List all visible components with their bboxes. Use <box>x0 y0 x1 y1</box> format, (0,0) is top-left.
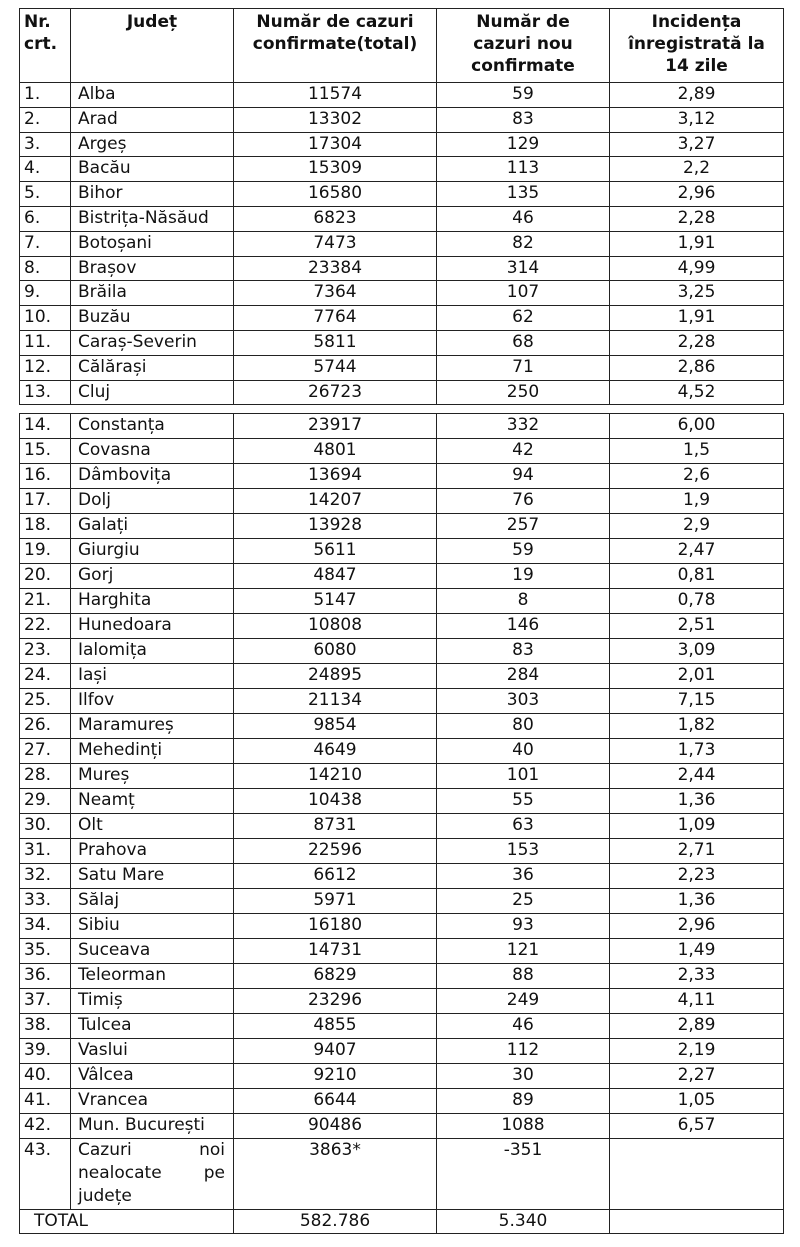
cases-table-part-2 <box>19 413 784 1234</box>
cell-total: 6829 <box>234 964 437 989</box>
cell-judet: Mun. București <box>71 1114 234 1139</box>
header-new-cases: Număr de cazuri nou confirmate <box>437 9 610 83</box>
cell-judet: Arad <box>71 107 234 132</box>
cell-incidence: 0,78 <box>610 589 784 614</box>
cell-incidence: 6,57 <box>610 1114 784 1139</box>
cell-nr: 7. <box>20 231 71 256</box>
table-row <box>20 814 784 839</box>
cell-judet: Dolj <box>71 489 234 514</box>
table-row <box>20 589 784 614</box>
cell-incidence: 1,36 <box>610 889 784 914</box>
cell-total: 11574 <box>234 83 437 108</box>
table-row <box>20 380 784 405</box>
cell-nr: 4. <box>20 157 71 182</box>
cell-nr: 34. <box>20 914 71 939</box>
cell-incidence: 0,81 <box>610 564 784 589</box>
cell-judet: Neamț <box>71 789 234 814</box>
cell-judet: Bihor <box>71 182 234 207</box>
cell-incidence: 6,00 <box>610 414 784 439</box>
cell-nr: 37. <box>20 989 71 1014</box>
cell-incidence: 2,44 <box>610 764 784 789</box>
cell-total: 14207 <box>234 489 437 514</box>
cell-nr: 24. <box>20 664 71 689</box>
cell-total: 6644 <box>234 1089 437 1114</box>
cases-table-part-1 <box>19 8 784 405</box>
cell-nr: 6. <box>20 206 71 231</box>
cell-judet: Vrancea <box>71 1089 234 1114</box>
cell-new: 19 <box>437 564 610 589</box>
cell-judet: Bacău <box>71 157 234 182</box>
table-row <box>20 1064 784 1089</box>
table-row <box>20 1089 784 1114</box>
cell-judet: Bistrița-Năsăud <box>71 206 234 231</box>
cell-new: 63 <box>437 814 610 839</box>
cell-new: 107 <box>437 281 610 306</box>
cell-total: 22596 <box>234 839 437 864</box>
table-row <box>20 330 784 355</box>
cell-total: 9210 <box>234 1064 437 1089</box>
cell-new: 314 <box>437 256 610 281</box>
cell-new: 46 <box>437 1014 610 1039</box>
cell-incidence: 2,96 <box>610 914 784 939</box>
total-new-cases: 5.340 <box>437 1210 610 1234</box>
cell-nr: 42. <box>20 1114 71 1139</box>
cell-nr: 11. <box>20 330 71 355</box>
header-total-cases: Număr de cazuri confirmate(total) <box>234 9 437 83</box>
cell-total: 7764 <box>234 306 437 331</box>
cell-new: 284 <box>437 664 610 689</box>
cell-total: 5811 <box>234 330 437 355</box>
cell-new: 153 <box>437 839 610 864</box>
cell-nr: 30. <box>20 814 71 839</box>
cell-judet: Vaslui <box>71 1039 234 1064</box>
cell-total: 7473 <box>234 231 437 256</box>
cell-new: 42 <box>437 439 610 464</box>
cell-new: 30 <box>437 1064 610 1089</box>
total-label: TOTAL <box>20 1210 234 1234</box>
cell-new: 62 <box>437 306 610 331</box>
cell-total: 16580 <box>234 182 437 207</box>
cell-nr: 2. <box>20 107 71 132</box>
cell-new: 83 <box>437 639 610 664</box>
table-row <box>20 1039 784 1064</box>
table-row <box>20 182 784 207</box>
cell-total: 13694 <box>234 464 437 489</box>
cell-incidence: 2,89 <box>610 83 784 108</box>
cell-total: 16180 <box>234 914 437 939</box>
cell-incidence: 3,27 <box>610 132 784 157</box>
table-row <box>20 539 784 564</box>
cell-new: 82 <box>437 231 610 256</box>
cell-nr: 38. <box>20 1014 71 1039</box>
cell-judet: Mehedinți <box>71 739 234 764</box>
cell-new: 83 <box>437 107 610 132</box>
cell-incidence: 2,28 <box>610 206 784 231</box>
cell-incidence: 2,28 <box>610 330 784 355</box>
cell-nr: 18. <box>20 514 71 539</box>
cell-new: 257 <box>437 514 610 539</box>
cell-incidence: 2,9 <box>610 514 784 539</box>
table-row <box>20 664 784 689</box>
cell-judet: Botoșani <box>71 231 234 256</box>
cell-judet: Prahova <box>71 839 234 864</box>
cell-incidence: 2,33 <box>610 964 784 989</box>
cell-new: 93 <box>437 914 610 939</box>
cell-total: 26723 <box>234 380 437 405</box>
cell-incidence: 3,25 <box>610 281 784 306</box>
cell-new: 94 <box>437 464 610 489</box>
cell-total: 4649 <box>234 739 437 764</box>
cell-incidence: 1,09 <box>610 814 784 839</box>
table-row <box>20 514 784 539</box>
table-footer <box>20 1139 784 1234</box>
cell-judet: Giurgiu <box>71 539 234 564</box>
cell-new: 250 <box>437 380 610 405</box>
cell-judet: Satu Mare <box>71 864 234 889</box>
unallocated-row <box>20 1139 784 1210</box>
cell-new: 113 <box>437 157 610 182</box>
table-row <box>20 939 784 964</box>
cell-judet: Sălaj <box>71 889 234 914</box>
table-body-part-2 <box>20 414 784 1139</box>
cell-nr: 39. <box>20 1039 71 1064</box>
table-body-part-1 <box>20 83 784 405</box>
cell-new: 89 <box>437 1089 610 1114</box>
table-row <box>20 614 784 639</box>
cell-total: 9854 <box>234 714 437 739</box>
cell-judet: Covasna <box>71 439 234 464</box>
cell-total: 5744 <box>234 355 437 380</box>
table-row <box>20 964 784 989</box>
cell-incidence: 1,73 <box>610 739 784 764</box>
cell-total: 4847 <box>234 564 437 589</box>
cell-nr: 31. <box>20 839 71 864</box>
cell-judet: Iași <box>71 664 234 689</box>
cell-nr: 23. <box>20 639 71 664</box>
cell-incidence: 3,09 <box>610 639 784 664</box>
cell-total: 4855 <box>234 1014 437 1039</box>
cell-incidence: 1,5 <box>610 439 784 464</box>
cell-judet: Tulcea <box>71 1014 234 1039</box>
cell-new: 249 <box>437 989 610 1014</box>
cell-total: 90486 <box>234 1114 437 1139</box>
cell-new: 55 <box>437 789 610 814</box>
table-row <box>20 889 784 914</box>
cell-new: 303 <box>437 689 610 714</box>
cell-incidence: 4,99 <box>610 256 784 281</box>
cell-nr: 43. <box>20 1139 71 1210</box>
cell-new: 71 <box>437 355 610 380</box>
cell-judet: Harghita <box>71 589 234 614</box>
cell-incidence: 4,11 <box>610 989 784 1014</box>
cell-total: 5147 <box>234 589 437 614</box>
cell-nr: 3. <box>20 132 71 157</box>
cell-incidence: 1,82 <box>610 714 784 739</box>
cell-judet: Argeș <box>71 132 234 157</box>
cell-incidence: 2,27 <box>610 1064 784 1089</box>
cell-new: 76 <box>437 489 610 514</box>
total-cases: 582.786 <box>234 1210 437 1234</box>
cell-judet: Alba <box>71 83 234 108</box>
table-row <box>20 107 784 132</box>
cell-new: 332 <box>437 414 610 439</box>
table-row <box>20 414 784 439</box>
cell-new: 135 <box>437 182 610 207</box>
cell-nr: 15. <box>20 439 71 464</box>
table-row <box>20 739 784 764</box>
cell-new: 1088 <box>437 1114 610 1139</box>
cell-total: 23296 <box>234 989 437 1014</box>
cell-incidence: 1,91 <box>610 231 784 256</box>
table-row <box>20 206 784 231</box>
cell-nr: 36. <box>20 964 71 989</box>
cell-nr: 16. <box>20 464 71 489</box>
cell-nr: 21. <box>20 589 71 614</box>
header-nr: Nr. crt. <box>20 9 71 83</box>
cell-incidence: 2,2 <box>610 157 784 182</box>
cell-total: 13928 <box>234 514 437 539</box>
cell-total: 10438 <box>234 789 437 814</box>
cell-nr: 1. <box>20 83 71 108</box>
cell-judet: Cluj <box>71 380 234 405</box>
cell-total: 23384 <box>234 256 437 281</box>
cell-nr: 9. <box>20 281 71 306</box>
cell-new: 25 <box>437 889 610 914</box>
table-row <box>20 839 784 864</box>
cell-incidence: 2,89 <box>610 1014 784 1039</box>
cell-new: 121 <box>437 939 610 964</box>
cell-judet: Hunedoara <box>71 614 234 639</box>
cell-new: 40 <box>437 739 610 764</box>
table-row <box>20 689 784 714</box>
header-judet: Județ <box>71 9 234 83</box>
cell-judet: Brăila <box>71 281 234 306</box>
cell-total: 5611 <box>234 539 437 564</box>
table-row <box>20 464 784 489</box>
table-row <box>20 157 784 182</box>
cell-incidence: 2,71 <box>610 839 784 864</box>
table-row <box>20 439 784 464</box>
cell-incidence: 1,36 <box>610 789 784 814</box>
cell-total: 23917 <box>234 414 437 439</box>
cell-nr: 13. <box>20 380 71 405</box>
cell-judet: Buzău <box>71 306 234 331</box>
cell-total: 6612 <box>234 864 437 889</box>
table-row <box>20 1114 784 1139</box>
cell-judet: Teleorman <box>71 964 234 989</box>
cell-judet: Cazuri noi nealocate pe județe <box>71 1139 234 1210</box>
cell-nr: 32. <box>20 864 71 889</box>
cell-nr: 27. <box>20 739 71 764</box>
cell-incidence: 4,52 <box>610 380 784 405</box>
total-incidence <box>610 1210 784 1234</box>
cell-new: 101 <box>437 764 610 789</box>
table-row <box>20 764 784 789</box>
cell-judet: Constanța <box>71 414 234 439</box>
cell-new: 112 <box>437 1039 610 1064</box>
cell-total: 5971 <box>234 889 437 914</box>
cell-total: 17304 <box>234 132 437 157</box>
cell-nr: 40. <box>20 1064 71 1089</box>
cell-judet: Olt <box>71 814 234 839</box>
cell-judet: Sibiu <box>71 914 234 939</box>
table-row <box>20 132 784 157</box>
cell-total: 4801 <box>234 439 437 464</box>
cell-nr: 29. <box>20 789 71 814</box>
table-row <box>20 914 784 939</box>
cell-judet: Brașov <box>71 256 234 281</box>
cell-nr: 19. <box>20 539 71 564</box>
cell-total: 10808 <box>234 614 437 639</box>
table-row <box>20 355 784 380</box>
cell-incidence: 2,47 <box>610 539 784 564</box>
cell-judet: Vâlcea <box>71 1064 234 1089</box>
cell-new: 129 <box>437 132 610 157</box>
cell-incidence: 3,12 <box>610 107 784 132</box>
cell-new: 59 <box>437 539 610 564</box>
cell-nr: 26. <box>20 714 71 739</box>
cell-total: 7364 <box>234 281 437 306</box>
table-row <box>20 989 784 1014</box>
cell-total: 6823 <box>234 206 437 231</box>
table-row <box>20 1014 784 1039</box>
cell-nr: 12. <box>20 355 71 380</box>
table-row <box>20 864 784 889</box>
cell-judet: Gorj <box>71 564 234 589</box>
cell-total: 24895 <box>234 664 437 689</box>
cell-incidence: 2,19 <box>610 1039 784 1064</box>
table-row <box>20 789 784 814</box>
cell-total: 14731 <box>234 939 437 964</box>
cell-new: 59 <box>437 83 610 108</box>
cell-nr: 10. <box>20 306 71 331</box>
cell-judet: Maramureș <box>71 714 234 739</box>
cell-incidence: 7,15 <box>610 689 784 714</box>
cell-incidence: 2,6 <box>610 464 784 489</box>
cell-new: 80 <box>437 714 610 739</box>
cell-nr: 20. <box>20 564 71 589</box>
cell-judet: Ialomița <box>71 639 234 664</box>
table-row <box>20 231 784 256</box>
cell-total: 9407 <box>234 1039 437 1064</box>
cell-new: -351 <box>437 1139 610 1210</box>
cell-total: 14210 <box>234 764 437 789</box>
cell-nr: 17. <box>20 489 71 514</box>
cell-total: 15309 <box>234 157 437 182</box>
cell-nr: 25. <box>20 689 71 714</box>
cell-incidence: 2,23 <box>610 864 784 889</box>
cell-incidence <box>610 1139 784 1210</box>
cell-nr: 35. <box>20 939 71 964</box>
table-row <box>20 281 784 306</box>
table-row <box>20 639 784 664</box>
cell-total: 8731 <box>234 814 437 839</box>
table-row <box>20 83 784 108</box>
cell-nr: 8. <box>20 256 71 281</box>
cell-nr: 14. <box>20 414 71 439</box>
cell-incidence: 2,51 <box>610 614 784 639</box>
cell-total: 3863* <box>234 1139 437 1210</box>
cell-judet: Călărași <box>71 355 234 380</box>
cell-incidence: 1,49 <box>610 939 784 964</box>
cell-judet: Mureș <box>71 764 234 789</box>
cell-new: 46 <box>437 206 610 231</box>
cell-judet: Suceava <box>71 939 234 964</box>
header-row <box>20 9 784 83</box>
cell-new: 146 <box>437 614 610 639</box>
cell-judet: Galați <box>71 514 234 539</box>
table-row <box>20 489 784 514</box>
cell-incidence: 2,01 <box>610 664 784 689</box>
table-row <box>20 564 784 589</box>
cell-total: 6080 <box>234 639 437 664</box>
cell-nr: 22. <box>20 614 71 639</box>
cell-new: 88 <box>437 964 610 989</box>
cell-judet: Timiș <box>71 989 234 1014</box>
cell-judet: Caraș-Severin <box>71 330 234 355</box>
cell-incidence: 2,86 <box>610 355 784 380</box>
cell-nr: 5. <box>20 182 71 207</box>
cell-new: 8 <box>437 589 610 614</box>
cell-incidence: 1,91 <box>610 306 784 331</box>
cell-nr: 33. <box>20 889 71 914</box>
cell-total: 21134 <box>234 689 437 714</box>
table-row <box>20 306 784 331</box>
total-row <box>20 1210 784 1234</box>
table-row <box>20 714 784 739</box>
cell-incidence: 1,05 <box>610 1089 784 1114</box>
cell-total: 13302 <box>234 107 437 132</box>
cell-nr: 41. <box>20 1089 71 1114</box>
cell-new: 36 <box>437 864 610 889</box>
cell-judet: Dâmbovița <box>71 464 234 489</box>
cell-new: 68 <box>437 330 610 355</box>
header-incidence: Incidența înregistrată la 14 zile <box>610 9 784 83</box>
table-row <box>20 256 784 281</box>
cell-incidence: 2,96 <box>610 182 784 207</box>
cell-judet: Ilfov <box>71 689 234 714</box>
cell-nr: 28. <box>20 764 71 789</box>
cell-incidence: 1,9 <box>610 489 784 514</box>
